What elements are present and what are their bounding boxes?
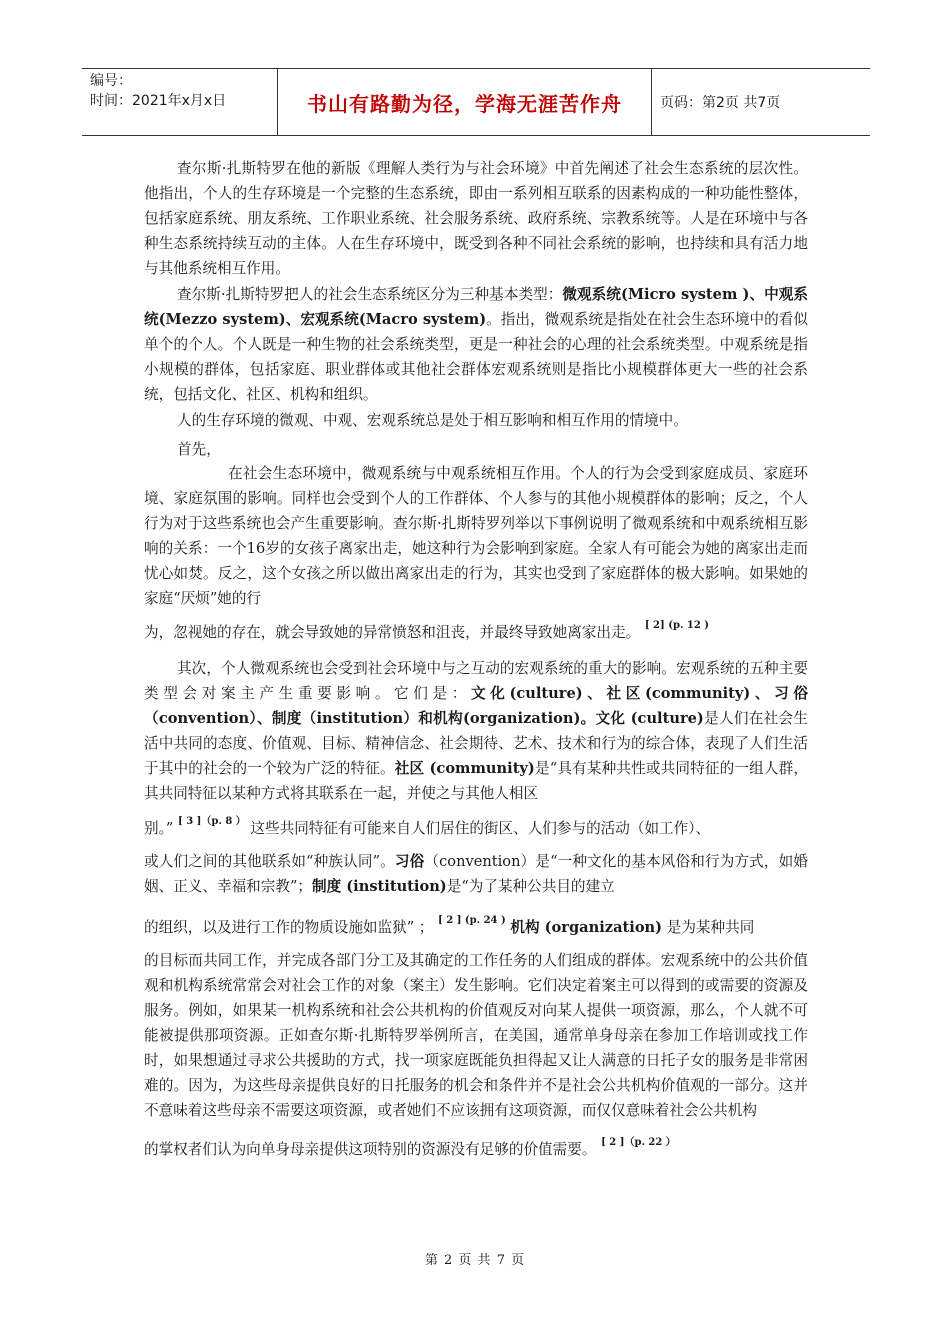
- macro-types-bold: 文化(culture)、社区(community)、习俗（convention）、制度（institution）和机构(organization)。文化 (culture): [144, 685, 808, 728]
- paragraph-3: [144, 408, 808, 433]
- paragraph-3-text: 人的生存环境的微观、中观、宏观系统总是处于相互影响和相互作用的情境中。: [177, 412, 688, 429]
- system-types-bold: 微观系统(Micro system )、中观系统(Mezzo system)、宏观系统(Macro system): [144, 286, 808, 329]
- header-info-cell: [82, 69, 277, 135]
- organization-term: 机构 (organization): [510, 918, 663, 936]
- page-footer: [0, 1249, 950, 1268]
- citation-line-2: [144, 915, 808, 942]
- paragraph-5-text: [144, 656, 808, 807]
- paragraph-4: [144, 439, 808, 647]
- paragraph-5: [144, 656, 808, 1164]
- line-end-text: 是为某种共同: [666, 918, 755, 936]
- paragraph-4-last-text: 为，忽视她的存在，就会导致她的异常愤怒和沮丧，并最终导致她离家出走。: [144, 623, 641, 641]
- citation: [ 3 ]（p. 8 ）: [178, 815, 246, 827]
- line-start-text: 的组织，以及进行工作的物质设施如监狱”: [144, 918, 415, 936]
- convention-definition: （convention）是“一种文化的基本风俗和行为方式，如婚姻、正义、幸福和宗教”；: [144, 852, 808, 895]
- header-page-cell: [652, 69, 870, 135]
- paragraph-2: [144, 282, 808, 407]
- line-end-text: 这些共同特征有可能来自人们居住的街区、人们参与的活动（如工作）、: [250, 819, 711, 837]
- paragraph-5-body: 的目标而共同工作，并完成各部门分工及其确定的工作任务的人们组成的群体。宏观系统中的公共价值观和机构系统常常会对社会工作的对象（案主）发生影响。它们决定着案主可以得到的或需要的资源及服务。例如，如果某一机构系统和社会公共机构的价值观反对向某人提供一项资源，那么，个人就不可能被提供那项资源。正如查尔斯·扎斯特罗举例所言，在美国，通常单身母亲在参加工作培训或找工作时，如果想通过寻求公共援助的方式，找一项家庭既能负担得起又让人满意的日托子女的服务是非常困难的。因为，为这些母亲提供良好的日托服务的机会和条件并不是社会公共机构价值观的一部分。这并不意味着这些母亲不需要这项资源，或者她们不应该拥有这项资源，而仅仅意味着社会公共机构: [144, 951, 808, 1120]
- serial-number-label: 编号：: [90, 73, 132, 89]
- convention-text: [144, 849, 808, 899]
- paragraph-2-body: 。指出，微观系统是指处在社会生态环境中的看似单个的个人。个人既是一种生物的社会系统类型，更是一种社会的心理的社会系统类型。中观系统是指小规模的群体，包括家庭、职业群体或其他社会群体宏观系统则是指比小规模群体更大一些的社会系统，包括文化、社区、机构和组织。: [144, 311, 808, 404]
- institution-term: 制度 (institution): [312, 877, 447, 895]
- header-page-number: 页码：第2页 共7页: [660, 95, 781, 111]
- document-header: [82, 68, 870, 136]
- paragraph-1: [144, 156, 808, 281]
- ethnic-identity-text: 或人们之间的其他联系如“种族认同”。: [144, 852, 395, 870]
- citation: [ 2 ]（p. 22 ）: [601, 1137, 676, 1149]
- paragraph-4-first: 首先，: [177, 441, 221, 458]
- community-term: 社区 (community): [394, 760, 535, 778]
- institution-definition: 是“为了某种公共目的建立: [446, 877, 615, 895]
- citation-line-1: [144, 816, 808, 843]
- citation: [ 2] (p. 12 ): [644, 619, 710, 631]
- convention-term: 习俗: [394, 852, 425, 870]
- citation: [ 2 ] (p. 24 ): [438, 914, 506, 926]
- line-start-text: 别。”: [144, 819, 174, 837]
- paragraph-4-last-line: [144, 620, 808, 647]
- date-label: 时间：2021年x月x日: [90, 93, 227, 109]
- culture-definition: 是人们在社会生活中共同的态度、价值观、目标、精神信念、社会期待、艺术、技术和行为的综合体，表现了人们生活于其中的社会的一个较为广泛的特征。: [144, 710, 808, 778]
- header-motto-cell: [277, 69, 652, 135]
- header-motto: 书山有路勤为径，学海无涯苦作舟: [307, 91, 622, 116]
- paragraph-2-intro: 查尔斯·扎斯特罗把人的社会生态系统区分为三种基本类型：: [177, 286, 563, 303]
- community-definition: 是“具有某种共性或共同特征的一组人群，其共同特征以某种方式将其联系在一起，并使之与其他人相区: [144, 760, 808, 803]
- paragraph-5-last-line: [144, 1137, 808, 1164]
- paragraph-4-body: 在社会生态环境中，微观系统与中观系统相互作用。个人的行为会受到家庭成员、家庭环境、家庭氛围的影响。同样也会受到个人的工作群体、个人参与的其他小规模群体的影响；反之，个人行为对于这些系统也会产生重要影响。查尔斯·扎斯特罗列举以下事例说明了微观系统和中观系统相互影响的关系：一个16岁的女孩子离家出走，她这种行为会影响到家庭。全家人有可能会为她的离家出走而忧心如焚。反之，这个女孩之所以做出离家出走的行为，其实也受到了家庭群体的极大影响。如果她的家庭“厌烦”她的行: [144, 465, 808, 608]
- paragraph-5-intro: 其次，个人微观系统也会受到社会环境中与之互动的宏观系统的重大的影响。宏观系统的五种主要类型会对案主产生重要影响。它们是：: [144, 660, 808, 703]
- paragraph-5-last-text: 的掌权者们认为向单身母亲提供这项特别的资源没有足够的价值需要。: [144, 1141, 597, 1159]
- paragraph-1-text: 查尔斯·扎斯特罗在他的新版《理解人类行为与社会环境》中首先阐述了社会生态系统的层次性。他指出，个人的生存环境是一个完整的生态系统，即由一系列相互联系的因素构成的一种功能性整体，包括家庭系统、朋友系统、工作职业系统、社会服务系统、政府系统、宗教系统等。人是在环境中与各种生态系统持续互动的主体。人在生存环境中，既受到各种不同社会系统的影响，也持续和具有活力地与其他系统相互作用。: [144, 160, 808, 278]
- footer-page-number: 第 2 页 共 7 页: [424, 1253, 526, 1268]
- paragraph-2-text: [144, 282, 808, 407]
- semicolon: ；: [418, 918, 434, 936]
